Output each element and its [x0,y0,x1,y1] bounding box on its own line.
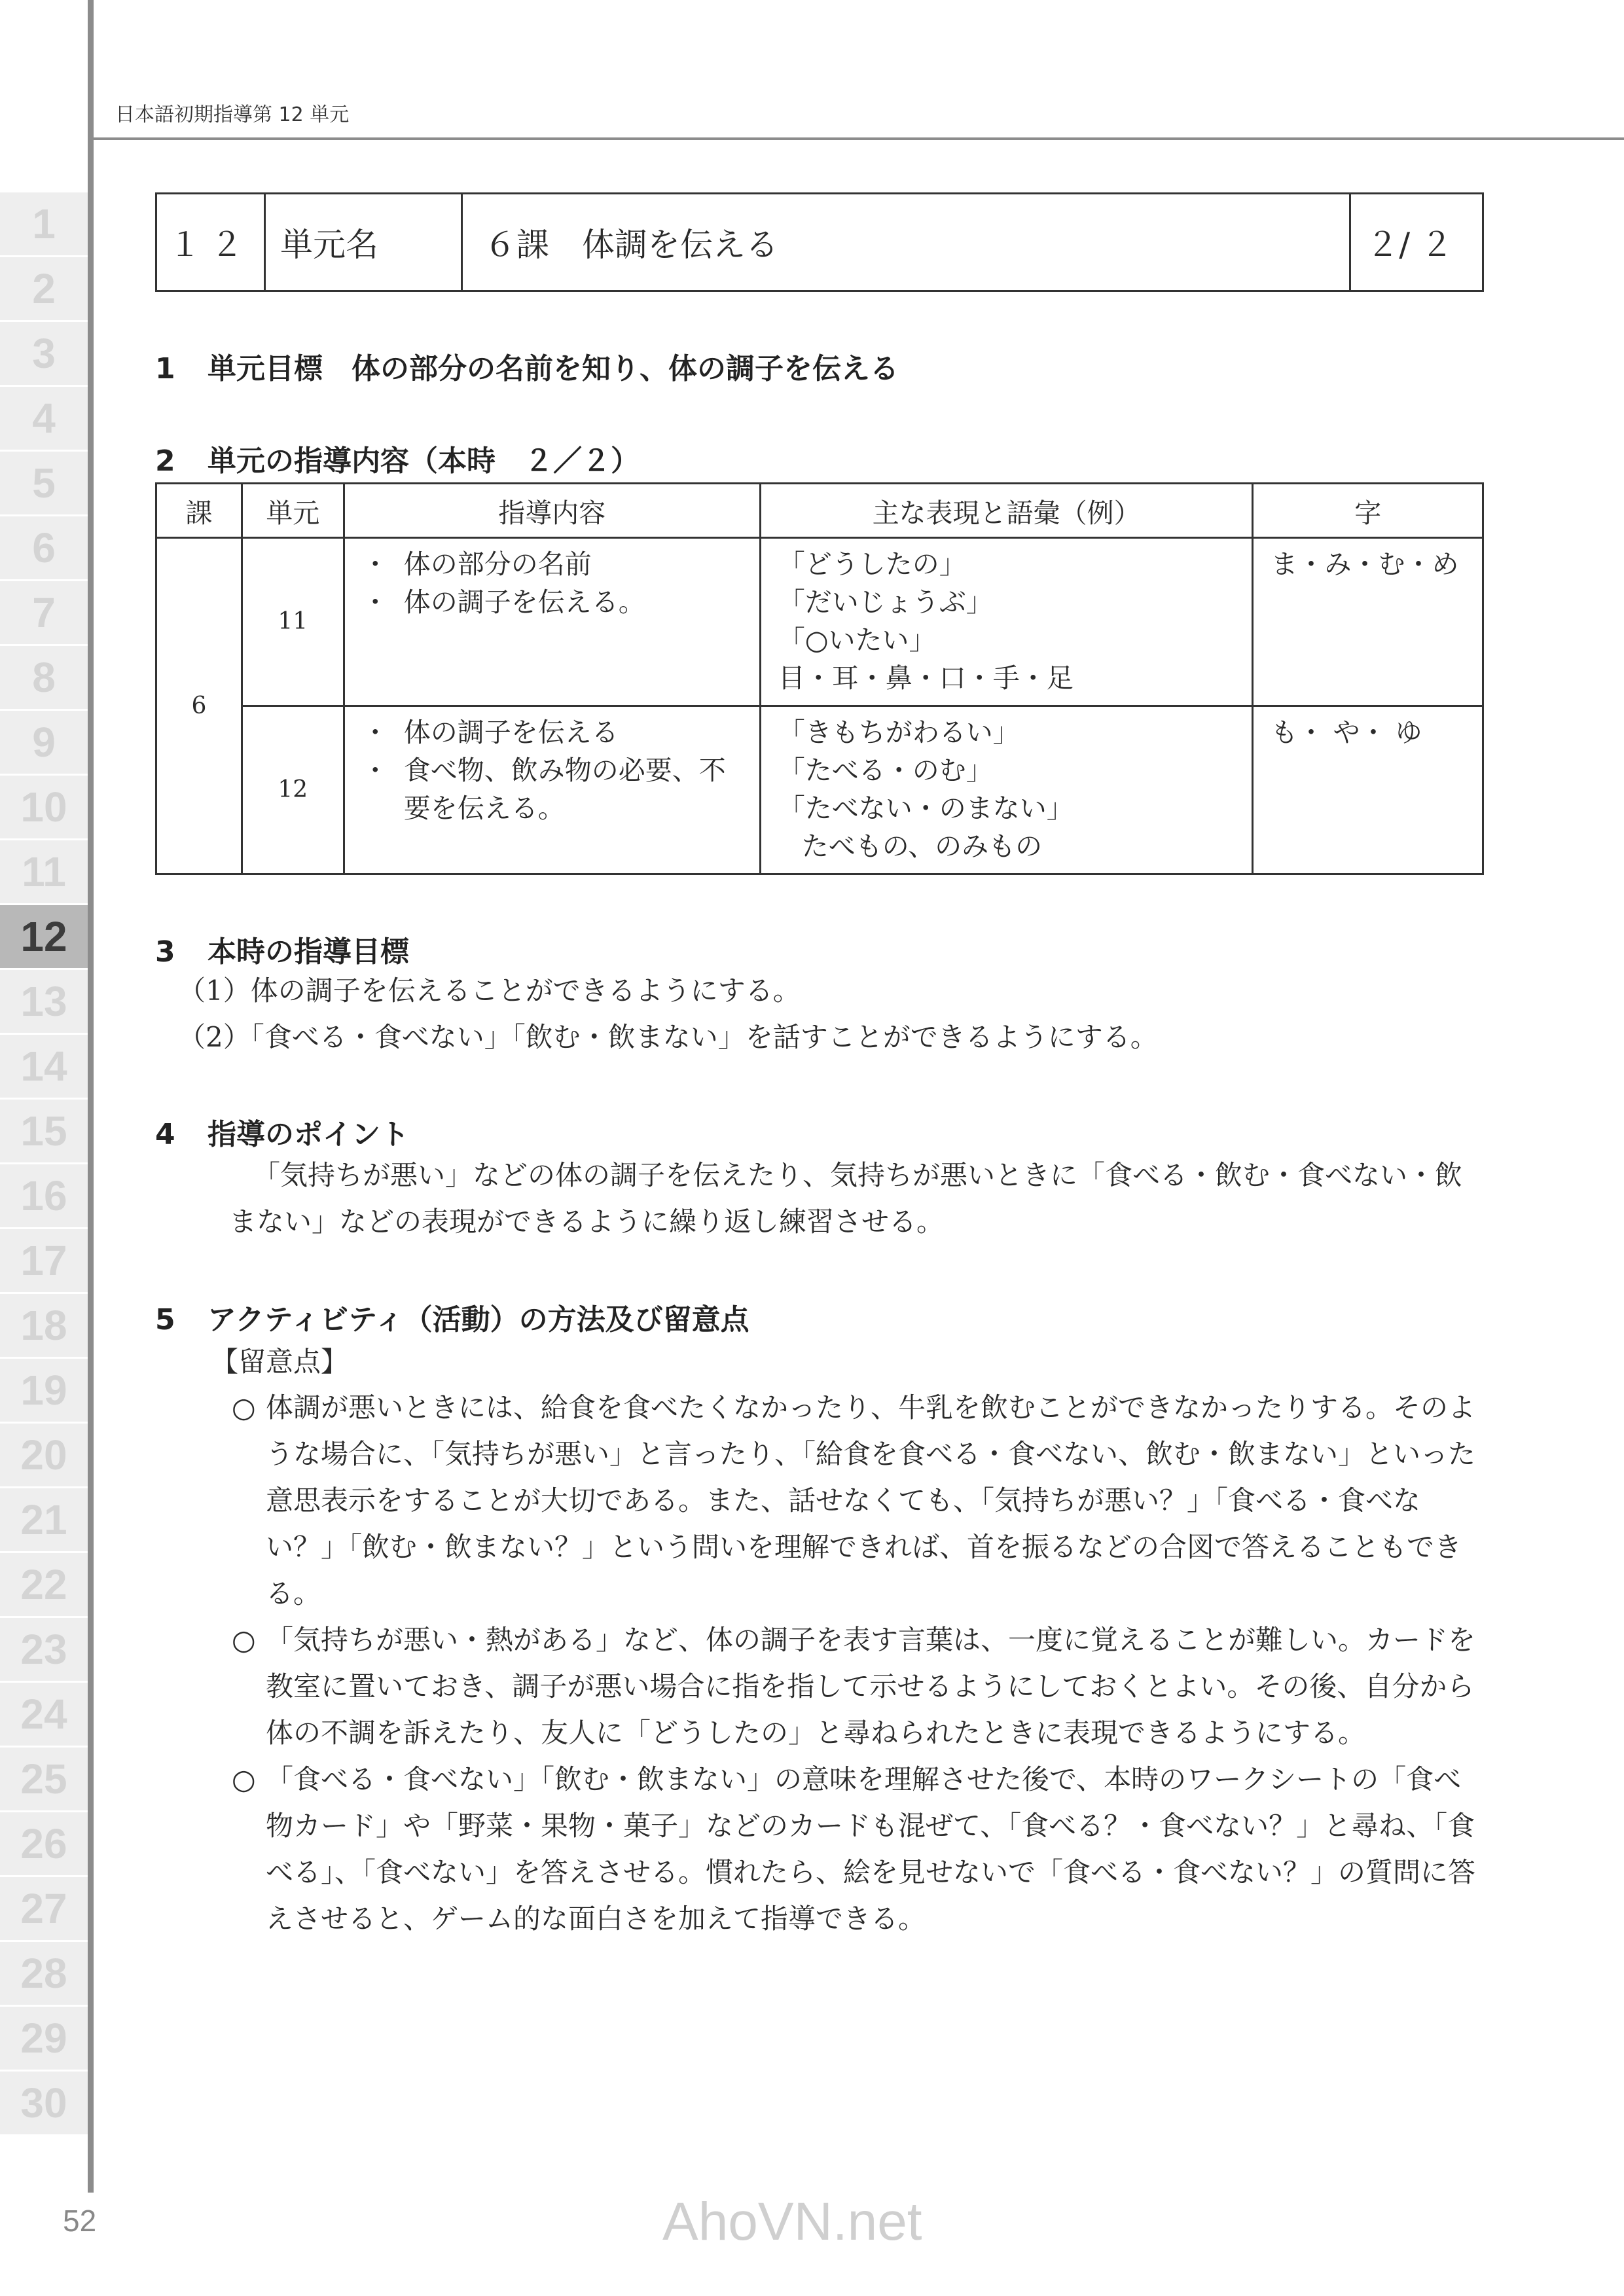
unit-tab-18[interactable]: 18 [0,1294,88,1357]
watermark: AhoVN.net [662,2192,922,2251]
unit-tab-16[interactable]: 16 [0,1164,88,1227]
unit-tab-2[interactable]: 2 [0,257,88,320]
section-4-number: 4 [155,1118,175,1151]
section-1-label: 単元目標 体の部分の名前を知り、体の調子を伝える [208,352,899,386]
unit-tab-29[interactable]: 29 [0,2007,88,2070]
unit-index-tabs [0,192,88,2136]
section-2-label: 単元の指導内容（本時 ２／２） [208,444,640,478]
section-3-heading [155,928,409,970]
unit-tab-17[interactable]: 17 [0,1229,88,1292]
unit-tab-10[interactable]: 10 [0,776,88,838]
circle-bullet-icon: ○ [232,1624,256,1656]
table-header-row [156,484,1483,538]
section-2-heading [155,437,640,479]
col-header-expressions: 主な表現と語彙（例） [760,484,1253,538]
unit-tab-8[interactable]: 8 [0,646,88,709]
goal-item: （2）「食べる・食べない」「飲む・飲まない」を話すことができるようにする。 [178,1021,1158,1053]
circle-bullet-icon: ○ [232,1391,256,1424]
unit-tab-25[interactable]: 25 [0,1748,88,1810]
margin-rule-vertical [88,0,94,2193]
section-5-label: アクティビティ（活動）の方法及び留意点 [208,1303,749,1336]
section-5-number: 5 [155,1303,175,1336]
unit-tab-15[interactable]: 15 [0,1100,88,1162]
note-text: 体調が悪いときには、給食を食べたくなかったり、牛乳を飲むことができなかったりする。そのような場合に、「気持ちが悪い」と言ったり、「給食を食べる・食べない、飲む・飲まない」といった意思表示をすることが大切である。また、話せなくても、「気持ちが悪い？」「食べる・食べない？」「飲む・飲まない？」という問いを理解できれば、首を振るなどの合図で答えることもできる。 [266,1391,1476,1609]
section-3-goals [178,967,1481,1060]
unit-tab-19[interactable]: 19 [0,1359,88,1422]
unit-tab-30[interactable]: 30 [0,2072,88,2134]
unit-number: １２ [157,194,266,290]
expression: 「きもちがわるい」 [778,717,1020,748]
unit-tab-6[interactable]: 6 [0,516,88,579]
unit-tab-5[interactable]: 5 [0,452,88,514]
col-header-unit: 単元 [242,484,344,538]
section-1-heading [155,345,899,387]
col-header-lesson: 課 [156,484,242,538]
unit-tab-21[interactable]: 21 [0,1488,88,1551]
content-item: ・ 体の調子を伝える。 [362,583,742,621]
characters-cell: ま・み・む・め [1253,538,1483,706]
notes-label: 【留意点】 [211,1346,349,1378]
unit-tab-11[interactable]: 11 [0,840,88,903]
unit-tab-12-active[interactable]: 12 [0,905,88,968]
unit-name-label: 単元名 [266,194,463,290]
unit-cell: 12 [242,706,344,874]
note-item [232,1756,1486,1942]
unit-tab-3[interactable]: 3 [0,322,88,385]
content-cell [344,538,760,706]
expressions-cell [760,538,1253,706]
unit-tab-20[interactable]: 20 [0,1424,88,1486]
col-header-content: 指導内容 [344,484,760,538]
unit-tab-4[interactable]: 4 [0,387,88,450]
section-3-label: 本時の指導目標 [208,935,409,969]
expression: 「○いたい」 [778,624,936,656]
content-item: ・ 食べ物、飲み物の必要、不要を伝える。 [362,751,742,827]
note-text: 「気持ちが悪い・熱がある」など、体の調子を表す言葉は、一度に覚えることが難しい。カードを教室に置いておき、調子が悪い場合に指を指して示せるようにしておくとよい。その後、自分から体の不調を訴えたり、友人に「どうしたの」と尋ねられたときに表現できるようにする。 [266,1624,1476,1749]
header-rule [88,137,1624,140]
expressions-cell [760,706,1253,874]
unit-tab-9[interactable]: 9 [0,711,88,774]
unit-title: ６課 体調を伝える [463,194,1351,290]
unit-tab-7[interactable]: 7 [0,581,88,644]
unit-tab-26[interactable]: 26 [0,1812,88,1875]
plan-table [155,482,1484,875]
expression: たべもの、のみもの [801,831,1043,862]
section-4-text: 「気持ちが悪い」などの体の調子を伝えたり、気持ちが悪いときに「食べる・飲む・食べない・飲まない」などの表現ができるように繰り返し練習させる。 [229,1159,1463,1238]
content-item: ・ 体の部分の名前 [362,545,742,583]
note-text: 「食べる・食べない」「飲む・飲まない」の意味を理解させた後で、本時のワークシートの「食べ物カード」や「野菜・果物・菓子」などのカードも混ぜて、「食べる？・食べない？」と尋ね、「食べる」、「食べない」を答えさせる。慣れたら、絵を見せないで「食べる・食べない？」の質問に答えさせると、ゲーム的な面白さを加えて指導できる。 [266,1763,1476,1935]
lesson-cell: 6 [156,538,242,874]
expression: 「どうしたの」 [778,548,966,580]
lesson-part: ２/ ２ [1366,226,1453,264]
running-title: 日本語初期指導第 12 単元 [115,103,350,126]
expression: 目・耳・鼻・口・手・足 [778,662,1074,694]
unit-tab-13[interactable]: 13 [0,970,88,1033]
section-1-number: 1 [155,352,175,386]
page-number: 52 [63,2204,97,2238]
table-row [156,706,1483,874]
content-cell [344,706,760,874]
section-4-label: 指導のポイント [208,1118,409,1151]
content-item: ・ 体の調子を伝える [362,713,742,751]
note-item [232,1617,1486,1756]
unit-tab-1[interactable]: 1 [0,192,88,255]
section-2-number: 2 [155,444,175,478]
table-row [156,538,1483,706]
section-5-heading [155,1296,749,1338]
unit-tab-22[interactable]: 22 [0,1553,88,1616]
goal-item: （1）体の調子を伝えることができるようにする。 [178,975,801,1007]
expression: 「たべる・のむ」 [778,755,993,786]
unit-tab-28[interactable]: 28 [0,1942,88,2005]
expression: 「たべない・のまない」 [778,793,1074,824]
col-header-characters: 字 [1253,484,1483,538]
characters-cell: も・ や・ ゆ [1253,706,1483,874]
unit-cell: 11 [242,538,344,706]
section-3-number: 3 [155,935,175,969]
notes-list [232,1384,1486,1942]
unit-title-box [155,192,1484,292]
note-item [232,1384,1486,1617]
circle-bullet-icon: ○ [232,1763,256,1795]
unit-tab-24[interactable]: 24 [0,1683,88,1746]
unit-tab-23[interactable]: 23 [0,1618,88,1681]
unit-tab-27[interactable]: 27 [0,1877,88,1940]
section-4-heading [155,1111,409,1153]
expression: 「だいじょうぶ」 [778,586,993,618]
unit-tab-14[interactable]: 14 [0,1035,88,1098]
